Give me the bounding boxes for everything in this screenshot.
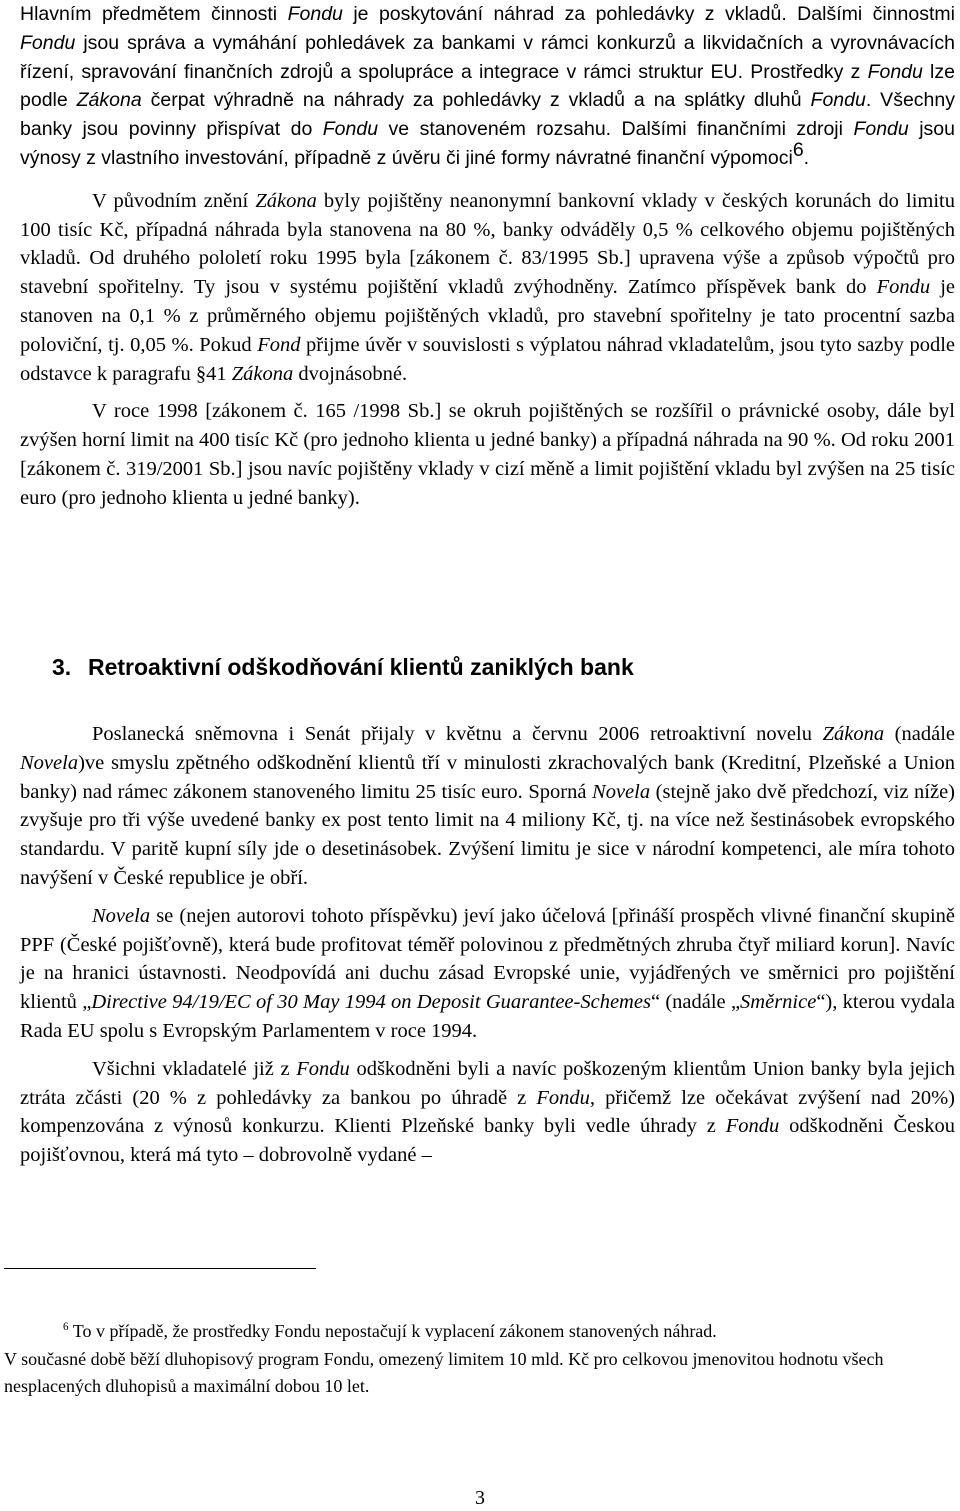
section-number: 3. [52, 654, 72, 680]
document-page [20, 0, 955, 513]
text-run: čerpat výhradně na náhrady za pohledávky z vkladů a na splátky dluhů [141, 89, 811, 112]
text-run: V původním znění [92, 189, 256, 212]
italic-term: Zákona [822, 723, 885, 745]
italic-term: Fondu [867, 60, 923, 83]
text-run: jsou správa a vymáhání pohledávek za bankami v rámci konkurzů a likvidačních a vyrovnávacích řízení, spravování finančních zdrojů a spolupráce a integrace v rámci struktur EU. Prostředky z [20, 31, 955, 83]
paragraph-retroactive-amendment [20, 720, 955, 893]
footnote-line-1: To v případě, že prostředky Fondu nepostačují k vyplacení zákonem stanovených náhrad. [68, 1321, 717, 1341]
text-run: “), kterou vydala Rada EU spolu s Evropským Parlamentem v roce 1994. [20, 991, 955, 1042]
text-run: ve stanoveném rozsahu. Dalšími finančními zdroji [378, 118, 854, 141]
text-run: . Všechny banky jsou povinny přispívat do [20, 89, 955, 141]
text-run: byly pojištěny neanonymní bankovní vklady v českých korunách do limitu 100 tisíc Kč, případná náhrada byla stanovena na 80 %, banky odváděly 0,5 % celkového objemu pojištěných vkladů. Od druhého pololetí roku 1995 byla [zákonem č. 83/1995 Sb.] upravena výše a způsob výpočtů pro stavební spořitelny. Ty jsou v systému pojištění vkladů zvýhodněny. Zatímco příspěvek bank do [20, 189, 955, 299]
text-run: , přičemž lze očekávat zvýšení nad 20%) kompenzována z výnosů konkurzu. Klienti Plzeňské banky byli vedle úhrady z [20, 1086, 955, 1138]
italic-term: Fondu [287, 3, 343, 25]
section-heading [52, 652, 634, 682]
italic-term: Fondu [853, 118, 909, 141]
italic-term: Novela [92, 904, 151, 927]
italic-term: Fondu [810, 89, 866, 112]
italic-term: Fondu [322, 118, 379, 141]
text-run: Hlavním předmětem činnosti [20, 3, 288, 25]
footnote-marker: 6 [63, 1321, 69, 1333]
paragraph-compensation [20, 1055, 955, 1170]
text-run: V roce 1998 [zákonem č. 165 /1998 Sb.] se okruh pojištěných se rozšířil o právnické osoby, dále byl zvýšen horní limit na 400 tisíc Kč (pro jednoho klienta u jedné banky) a případná náhrada na 90 %. Od roku 2001 [zákonem č. 319/2001 Sb.] jsou navíc pojištěny vklady v cizí měně a limit pojištění vkladu byl zvýšen na 25 tisíc euro (pro jednoho klienta u jedné banky). [20, 400, 955, 509]
text-run: (stejně jako dvě předchozí, viz níže) zvyšuje pro tři výše uvedené banky ex post tento limit na 4 miliony Kč, tj. na více než šestinásobek evropského standardu. V paritě kupní síly jde o desetinásobek. Zvýšení limitu je sice v národní kompetenci, ale míra tohoto navýšení v České republice je obří. [20, 780, 955, 889]
paragraph-fund-activities [20, 0, 955, 173]
italic-term: Fondu [876, 276, 931, 299]
text-run: . [803, 146, 810, 169]
italic-term: Fondu [725, 1115, 780, 1138]
text-run: (nadále [884, 723, 955, 745]
footnote-separator [4, 1268, 316, 1269]
italic-term: Zákona [76, 89, 142, 112]
footnote [4, 1318, 934, 1401]
text-run: je poskytování náhrad za pohledávky z vkladů. Dalšími činnostmi [342, 3, 955, 25]
page-number: 3 [475, 1487, 485, 1509]
italic-term: Fond [257, 333, 301, 356]
italic-term: Zákona [231, 362, 294, 385]
text-run: )ve smyslu zpětného odškodnění klientů tří v minulosti zkrachovalých bank (Kreditní, Plzeňské a Union banky) nad rámec zákonem stanoveného limitu 25 tisíc euro. Sporná [20, 751, 955, 803]
italic-term: Zákona [255, 189, 317, 212]
italic-term: Novela [20, 751, 79, 774]
text-run: “ (nadále „ [650, 991, 741, 1014]
footnote-reference: 6 [792, 139, 804, 162]
text-run: je stanoven na 0,1 % z průměrného objemu pojištěných vkladů, pro stavební spořitelny je tato procentní sazba poloviční, tj. 0,05 %. Pokud [20, 276, 955, 356]
italic-term: Fondu [536, 1086, 590, 1109]
text-run: odškodněni byli a navíc poškozeným klientům Union banky byla jejich ztráta zčásti (20 % z pohledávky za bankou po úhradě z [20, 1057, 955, 1109]
text-run: odškodněni Českou pojišťovnou, která má tyto – dobrovolně vydané – [20, 1115, 955, 1167]
section-title: Retroaktivní odškodňování klientů zaniklých bank [88, 654, 634, 680]
italic-term: Směrnice [740, 991, 817, 1014]
text-run: dvojnásobné. [293, 362, 408, 385]
text-run: se (nejen autorovi tohoto příspěvku) jeví jako účelová [přináší prospěch vlivné finanční skupině PPF (České pojišťovně), která bude profitovat téměř polovinou z předmětných zhruba čtyř miliard korun]. Navíc je na hranici ústavnosti. Neodpovídá ani duchu zásad Evropské unie, vyjádřených ve směrnici pro pojištění klientů „ [20, 904, 955, 1014]
document-page-lower [20, 720, 955, 1170]
text-run: lze podle [20, 60, 955, 112]
text-run: přijme úvěr v souvislosti s výplatou náhrad vkladatelům, jsou tyto sazby podle odstavce k paragrafu §41 [20, 333, 955, 385]
text-run: Všichni vkladatelé již z [92, 1057, 297, 1080]
italic-term: Fondu [20, 31, 76, 54]
text-run: Poslanecká sněmovna i Senát přijaly v květnu a červnu 2006 retroaktivní novelu [92, 723, 823, 745]
paragraph-original-wording [20, 187, 955, 389]
paragraph-novela-criticism [20, 902, 955, 1046]
text-run: jsou výnosy z vlastního investování, případně z úvěru či jiné formy návratné finanční výpomoci [20, 118, 955, 169]
footnote-line-2: V současné době běží dluhopisový program Fondu, omezený limitem 10 mld. Kč pro celkovou jmenovitou hodnotu všech nesplacených dluhopisů a maximální dobou 10 let. [4, 1348, 884, 1396]
italic-term: Directive 94/19/EC of 30 May 1994 on Deposit Guarantee-Schemes [91, 991, 651, 1014]
paragraph-1998-amendment [20, 397, 955, 512]
italic-term: Fondu [296, 1057, 350, 1080]
italic-term: Novela [592, 780, 651, 803]
